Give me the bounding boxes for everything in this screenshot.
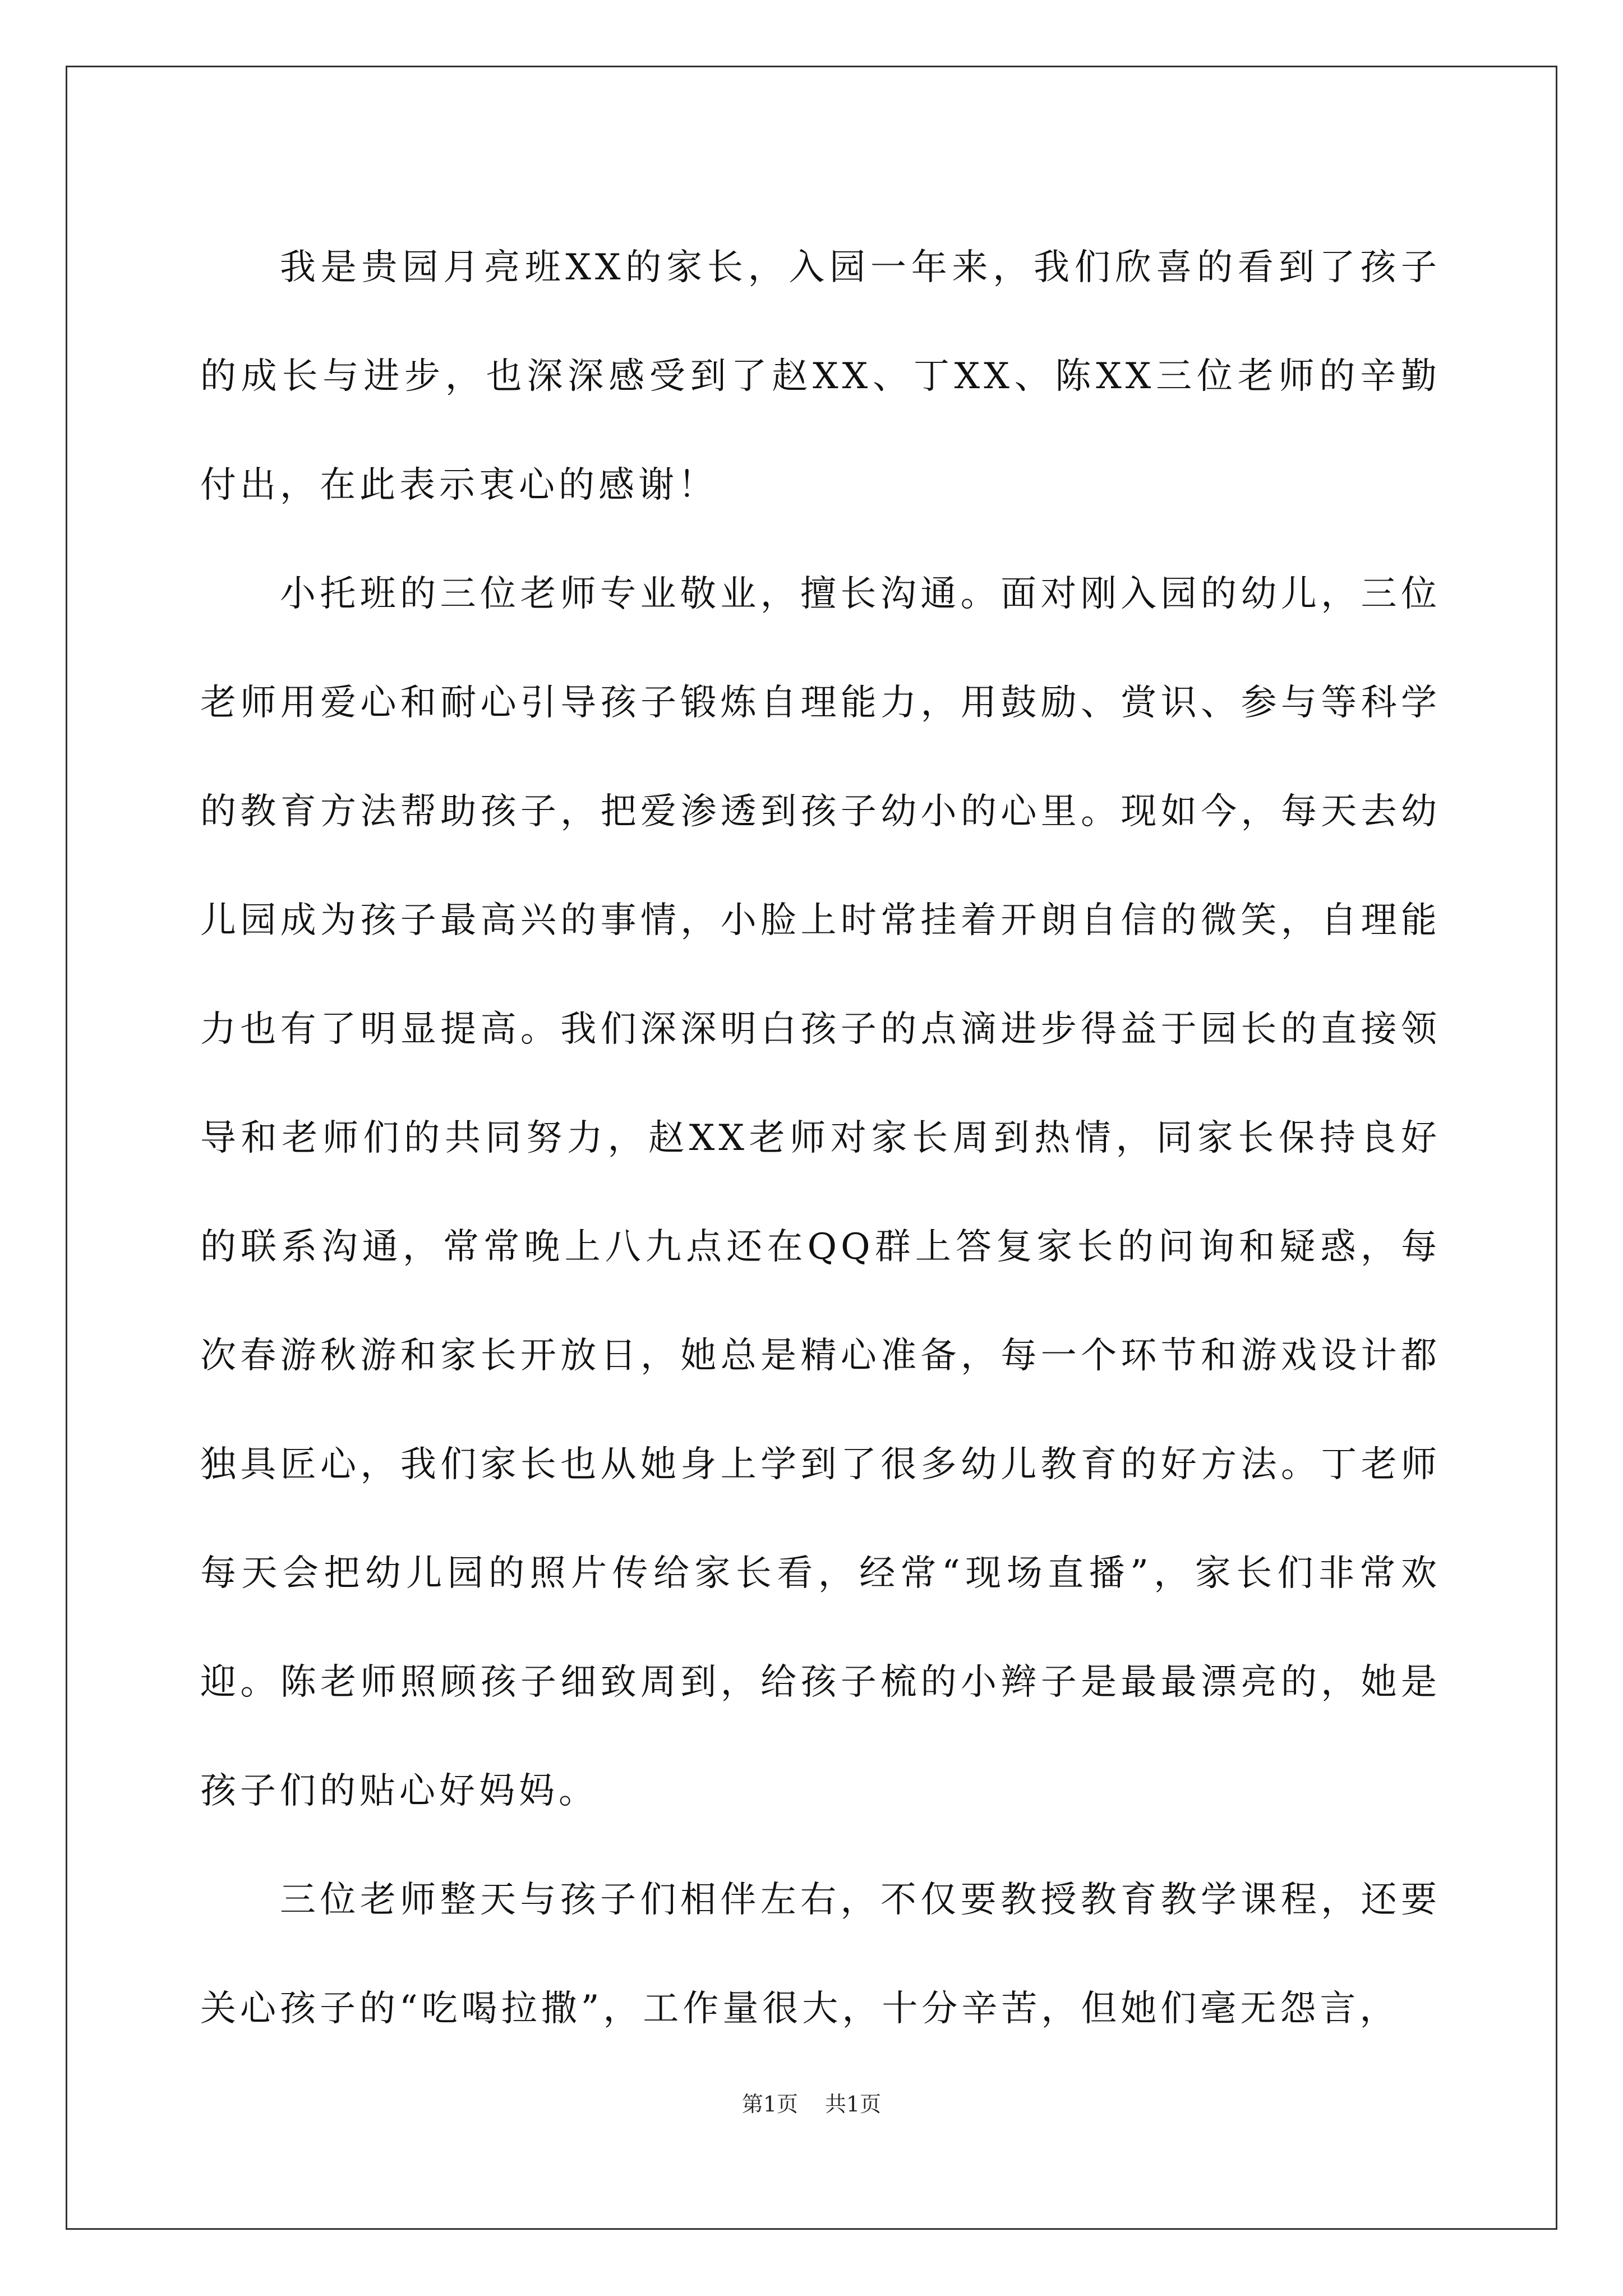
document-body: [200, 213, 1441, 2063]
page-number-current: 第1页: [741, 2092, 798, 2116]
paragraph-3: 三位老师整天与孩子们相伴左右，不仅要教授教育教学课程，还要关心孩子的“吃喝拉撒”，工作量很大，十分辛苦，但她们毫无怨言，: [200, 1879, 1441, 2030]
page-footer: [0, 2087, 1623, 2118]
paragraph-2: 小托班的三位老师专业敬业，擅长沟通。面对刚入园的幼儿，三位老师用爱心和耐心引导孩子锻炼自理能力，用鼓励、赏识、参与等科学的教育方法帮助孩子，把爱渗透到孩子幼小的心里。现如今，每天去幼儿园成为孩子最高兴的事情，小脸上时常挂着开朗自信的微笑，自理能力也有了明显提高。我们深深明白孩子的点滴进步得益于园长的直接领导和老师们的共同努力，赵XX老师对家长周到热情，同家长保持良好的联系沟通，常常晚上八九点还在QQ群上答复家长的问询和疑惑，每次春游秋游和家长开放日，她总是精心准备，每一个环节和游戏设计都独具匠心，我们家长也从她身上学到了很多幼儿教育的好方法。丁老师每天会把幼儿园的照片传给家长看，经常“现场直播”，家长们非常欢迎。陈老师照顾孩子细致周到，给孩子梳的小辫子是最最漂亮的，她是孩子们的贴心好妈妈。: [200, 573, 1441, 1812]
page-number-total: 共1页: [825, 2092, 882, 2116]
paragraph-1: 我是贵园月亮班XX的家长，入园一年来，我们欣喜的看到了孩子的成长与进步，也深深感受到了赵XX、丁XX、陈XX三位老师的辛勤付出，在此表示衷心的感谢！: [200, 247, 1441, 506]
